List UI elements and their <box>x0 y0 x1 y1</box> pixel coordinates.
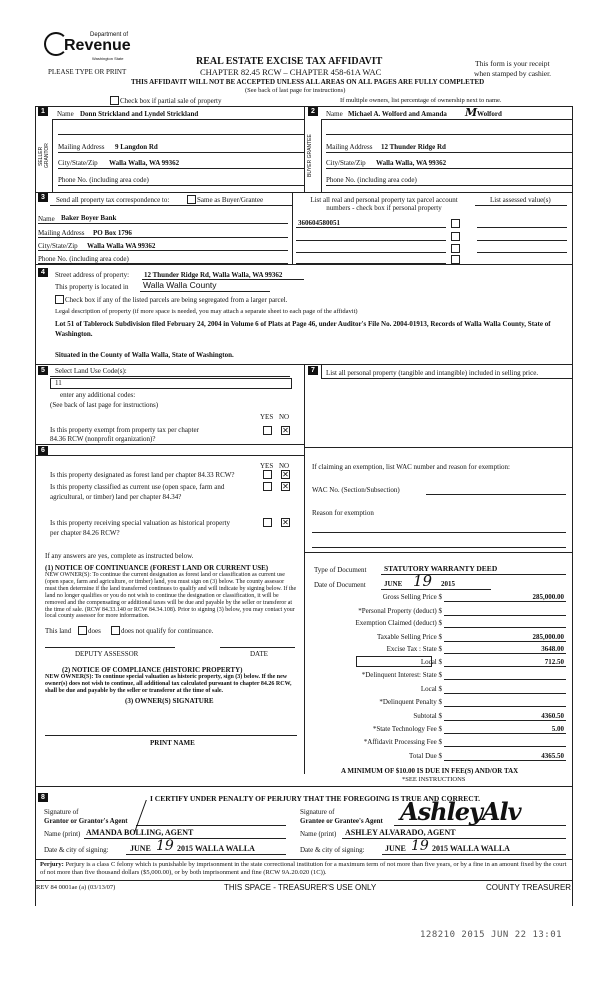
grantor-city: 2015 WALLA WALLA <box>177 844 255 853</box>
tax-row-label: Exemption Claimed (deduct) $ <box>355 619 442 627</box>
tax-row-label: Total Due $ <box>409 752 442 760</box>
s6-no: NO <box>279 462 290 470</box>
buyer-city-label: City/State/Zip <box>326 159 366 167</box>
corr-city-label: City/State/Zip <box>38 242 78 250</box>
treasurer-space-label: THIS SPACE - TREASURER'S USE ONLY <box>224 883 377 892</box>
certify-statement: I CERTIFY UNDER PENALTY OF PERJURY THAT THE FOREGOING IS TRUE AND CORRECT. <box>150 794 481 803</box>
perjury-text: Perjury is a class C felony which is punishable by imprisonment in the state correctional institution for a maximum term of not more than five years, or by a fine in an amount fixed by the court of not more than five thousand dollars ($5,000.00), or by both imprisonment and fine (RCW 9A.20.020 (1C)). <box>40 861 567 876</box>
segregated-checkbox[interactable] <box>55 295 64 304</box>
tax-row-value: 5.00 <box>551 725 564 733</box>
historic-yes-checkbox[interactable] <box>263 518 272 527</box>
historic-no-checkbox[interactable]: ✕ <box>282 518 289 527</box>
tax-row-value: 285,000.00 <box>532 593 564 601</box>
s6-q2a: Is this property classified as current use (open space, farm and <box>50 483 225 491</box>
minimum-note: A MINIMUM OF $10.00 IS DUE IN FEE(S) AND/OR TAX <box>341 767 519 775</box>
parcels-header: List all real and personal property tax parcel account numbers - check box if personal property <box>310 196 458 212</box>
name-print-label-grantee: Name (print) <box>300 830 337 838</box>
seller-name-label: Name <box>57 110 74 118</box>
tax-row-value: 285,000.00 <box>532 633 564 641</box>
sig-grantor-label-1: Signature of <box>44 808 79 816</box>
tax-row-value: 3648.00 <box>541 645 564 653</box>
corr-phone-label: Phone No. (including area code) <box>38 255 129 263</box>
forest-yes-checkbox[interactable] <box>263 470 272 479</box>
logo-line1: Department of <box>90 32 129 38</box>
seller-name: Donn Strickland and Lyndel Strickland <box>80 110 199 118</box>
buyer-name-label: Name <box>326 110 343 118</box>
notice1-title: (1) NOTICE OF CONTINUANCE (FOREST LAND OR CURRENT USE) <box>45 564 269 572</box>
notice2-body: NEW OWNER(S): To continue special valuation as historic property, sign (3) below. If the new owner(s) does not wish to continue, all additional tax calculated pursuant to chapter 84.26 RCW, shall be due and payable by the seller or transferor at the time of sale. <box>45 674 292 694</box>
grantee-date-day: 19 <box>411 838 429 854</box>
doc-date-month: JUNE <box>384 580 403 588</box>
tax-row-label: Subtotal $ <box>413 712 442 720</box>
exempt-yes-checkbox[interactable] <box>263 426 272 435</box>
see-back-label: (See back of last page for instructions) <box>50 401 159 409</box>
buyer-mailing: 12 Thunder Ridge Rd <box>381 143 446 151</box>
parcel-4-personal-checkbox[interactable] <box>451 255 460 264</box>
buyer-side-label: BUYER GRANTEE <box>307 134 313 178</box>
doc-type: STATUTORY WARRANTY DEED <box>384 564 498 573</box>
sig-grantor-label-2: Grantor or Grantor's Agent <box>44 817 128 825</box>
additional-codes-label: enter any additional codes: <box>60 391 136 399</box>
tax-row-label: *Personal Property (deduct) $ <box>358 607 442 615</box>
tax-row-value: 4360.50 <box>541 712 564 720</box>
seller-mailing-label: Mailing Address <box>58 143 105 151</box>
corr-name: Baker Boyer Bank <box>61 214 117 222</box>
doc-type-label: Type of Document <box>314 566 367 574</box>
legal-label: Legal description of property (if more space is needed, you may attach a separate sheet to each page of the affidavit) <box>55 308 358 315</box>
tax-row-label: Taxable Selling Price $ <box>376 633 442 641</box>
located-county: Walla Walla County <box>143 280 217 290</box>
section-6-number: 6 <box>38 446 48 455</box>
logo-line3: Washington State <box>92 56 124 61</box>
land-use-label: Select Land Use Code(s): <box>55 367 127 375</box>
owner-signature-label: (3) OWNER(S) SIGNATURE <box>125 697 214 705</box>
corr-name-label: Name <box>38 215 55 223</box>
tax-row-value: 712.50 <box>544 658 564 666</box>
perjury-notice <box>40 861 568 877</box>
section-3-number: 3 <box>38 193 48 202</box>
wac-label: WAC No. (Section/Subsection) <box>312 486 400 494</box>
same-as-buyer-label: Same as Buyer/Grantee <box>197 196 264 204</box>
sig-grantee-label-2: Grantee or Grantee's Agent <box>300 817 383 825</box>
exemption-label: If claiming an exemption, list WAC number and reason for exemption: <box>312 463 510 471</box>
recording-stamp: 128210 2015 JUN 22 13:01 <box>420 930 563 940</box>
date-city-label-grantee: Date & city of signing: <box>300 846 365 854</box>
exempt-no-checkbox[interactable]: ✕ <box>282 426 289 435</box>
s5-q1b: 84.36 RCW (nonprofit organization)? <box>50 435 156 443</box>
buyer-phone-label: Phone No. (including area code) <box>326 176 417 184</box>
does-label: does <box>88 627 101 635</box>
seller-city: Walla Walla, WA 99362 <box>109 159 180 167</box>
seller-mailing: 9 Langdon Rd <box>115 143 158 151</box>
receipt-note-1: This form is your receipt <box>475 59 550 68</box>
see-instructions-note: *SEE INSTRUCTIONS <box>402 776 466 783</box>
date-label: DATE <box>250 650 268 658</box>
if-yes-label: If any answers are yes, complete as instructed below. <box>45 552 194 560</box>
does-qualify-checkbox[interactable] <box>78 626 87 635</box>
section-1-number: 1 <box>38 107 48 116</box>
does-not-qualify-checkbox[interactable] <box>111 626 120 635</box>
perjury-label: Perjury: <box>40 861 64 868</box>
buyer-name-end: Wolford <box>477 110 502 118</box>
grantee-city: 2015 WALLA WALLA <box>432 844 510 853</box>
partial-sale-label: Check box if partial sale of property <box>120 97 222 105</box>
s6-q2b: agricultural, or timber) land per chapter 84.34? <box>50 493 182 501</box>
tax-row-label: Excise Tax : State $ <box>386 645 442 653</box>
located-label: This property is located in <box>55 283 129 291</box>
s6-q1: Is this property designated as forest land per chapter 84.33 RCW? <box>50 471 235 479</box>
grantee-agent-name: ASHLEY ALVARADO, AGENT <box>345 828 456 837</box>
tax-row-label: Local $ <box>420 658 442 666</box>
buyer-name: Michael A. Wolford and Amanda <box>348 110 447 118</box>
parcel-3-personal-checkbox[interactable] <box>451 244 460 253</box>
form-title: REAL ESTATE EXCISE TAX AFFIDAVIT <box>196 56 383 67</box>
street-label: Street address of property: <box>55 271 130 279</box>
this-land-label: This land <box>45 627 72 635</box>
doc-date-label: Date of Document <box>314 581 366 589</box>
legal-description: Lot 51 of Tablerock Subdivision filed February 24, 2004 in Volume 6 of Plats at Page 46, under Auditor's File No. 2004-01913, Records of Walla Walla County, State of Washington. <box>55 320 551 338</box>
forest-no-checkbox[interactable]: ✕ <box>282 470 289 479</box>
doc-date-day: 19 <box>413 572 433 590</box>
does-not-label: does not qualify for continuance. <box>121 627 214 635</box>
corr-city: Walla Walla WA 99362 <box>87 242 156 250</box>
section-2-number: 2 <box>308 107 318 116</box>
seller-side-label: SELLER GRANTOR <box>38 143 50 169</box>
segregated-label: Check box if any of the listed parcels are being segregated from a larger parcel. <box>65 296 288 304</box>
s6-yes: YES <box>260 462 274 470</box>
logo-line2: Revenue <box>64 37 131 54</box>
personal-property-label: List all personal property (tangible and intangible) included in selling price. <box>326 369 539 377</box>
current-use-yes-checkbox[interactable] <box>263 482 272 491</box>
grantor-date-day: 19 <box>156 838 174 854</box>
tax-row-label: Local $ <box>420 685 442 693</box>
multiple-owners-note: If multiple owners, list percentage of ownership next to name. <box>340 97 502 104</box>
grantor-agent-name: AMANDA BOLLING, AGENT <box>86 828 194 837</box>
current-use-no-checkbox[interactable]: ✕ <box>282 482 289 491</box>
buyer-city: Walla Walla, WA 99362 <box>376 159 447 167</box>
corr-mailing-label: Mailing Address <box>38 229 85 237</box>
reason-label: Reason for exemption <box>312 509 374 517</box>
doc-date-year: 2015 <box>441 580 455 588</box>
situated-text: Situated in the County of Walla Walla, State of Washington. <box>55 351 234 359</box>
date-city-label-grantor: Date & city of signing: <box>44 846 109 854</box>
tax-row-label: *Delinquent Interest: State $ <box>361 671 442 679</box>
section-8-number: 8 <box>38 793 48 802</box>
correspondence-label: Send all property tax correspondence to: <box>56 196 170 204</box>
buyer-name-initial: M <box>465 106 478 119</box>
partial-sale-checkbox[interactable] <box>110 96 119 105</box>
seller-city-label: City/State/Zip <box>58 159 98 167</box>
print-name-label: PRINT NAME <box>150 739 195 747</box>
form-warning: THIS AFFIDAVIT WILL NOT BE ACCEPTED UNLESS ALL AREAS ON ALL PAGES ARE FULLY COMPLETED <box>131 78 485 86</box>
name-print-label-grantor: Name (print) <box>44 830 81 838</box>
land-use-code-box[interactable] <box>50 378 292 389</box>
grantee-signature: AshleyAlv <box>400 797 521 826</box>
land-use-code: 11 <box>55 379 62 387</box>
please-type: PLEASE TYPE OR PRINT <box>48 68 127 76</box>
tax-row-label: *Delinquent Penalty $ <box>379 698 442 706</box>
street-address: 12 Thunder Ridge Rd, Walla Walla, WA 99362 <box>144 271 283 279</box>
same-as-buyer-checkbox[interactable] <box>187 195 196 204</box>
parcel-2-personal-checkbox[interactable] <box>451 232 460 241</box>
seller-phone-label: Phone No. (including area code) <box>58 176 149 184</box>
grantee-date-month: JUNE <box>385 844 406 853</box>
section-4-number: 4 <box>38 268 48 277</box>
s6-q3b: per chapter 84.26 RCW? <box>50 529 120 537</box>
s5-q1a: Is this property exempt from property tax per chapter <box>50 426 199 434</box>
notice2-title: (2) NOTICE OF COMPLIANCE (HISTORIC PROPERTY) <box>62 666 243 674</box>
grantor-date-month: JUNE <box>130 844 151 853</box>
tax-row-label: *Affidavit Processing Fee $ <box>363 738 442 746</box>
parcel-1-personal-checkbox[interactable] <box>451 219 460 228</box>
receipt-note-2: when stamped by cashier. <box>474 69 552 78</box>
deputy-assessor-label: DEPUTY ASSESSOR <box>75 650 139 658</box>
form-instructions: (See back of last page for instructions) <box>245 87 346 94</box>
tax-row-value: 4365.50 <box>541 752 564 760</box>
section-5-number: 5 <box>38 366 48 375</box>
s5-yes: YES <box>260 413 274 421</box>
notice1-body: NEW OWNER(S): To continue the current designation as forest land or classification as current use (open space, farm and agriculture, or timber) land, you must sign on (3) below. The county assessor must then determine if the land transferred continues to qualify and will indicate by signing below. If the land no longer qualifies or you do not wish to continue the designation or classification, it will be removed and the compensating or additional taxes will be due and payable by the seller or transferor at the time of sale. (RCW 84.33.140 or RCW 84.34.108). Prior to signing (3) below, you may contact your local county assessor for more information. <box>45 572 297 620</box>
form-subtitle: CHAPTER 82.45 RCW – CHAPTER 458-61A WAC <box>200 67 382 77</box>
corr-mailing: PO Box 1796 <box>93 229 132 237</box>
assessed-header: List assessed value(s) <box>490 196 551 204</box>
sig-grantee-label-1: Signature of <box>300 808 335 816</box>
county-treasurer-label: COUNTY TREASURER <box>486 883 572 892</box>
parcel-1: 360604580051 <box>298 219 340 227</box>
buyer-mailing-label: Mailing Address <box>326 143 373 151</box>
s6-q3a: Is this property receiving special valuation as historical property <box>50 519 231 527</box>
form-number: REV 84 0001ae (a) (03/13/07) <box>36 884 116 891</box>
tax-row-label: Gross Selling Price $ <box>382 593 442 601</box>
revenue-logo <box>40 30 135 70</box>
tax-row-label: *State Technology Fee $ <box>372 725 442 733</box>
section-7-number: 7 <box>308 366 318 375</box>
s5-no: NO <box>279 413 290 421</box>
